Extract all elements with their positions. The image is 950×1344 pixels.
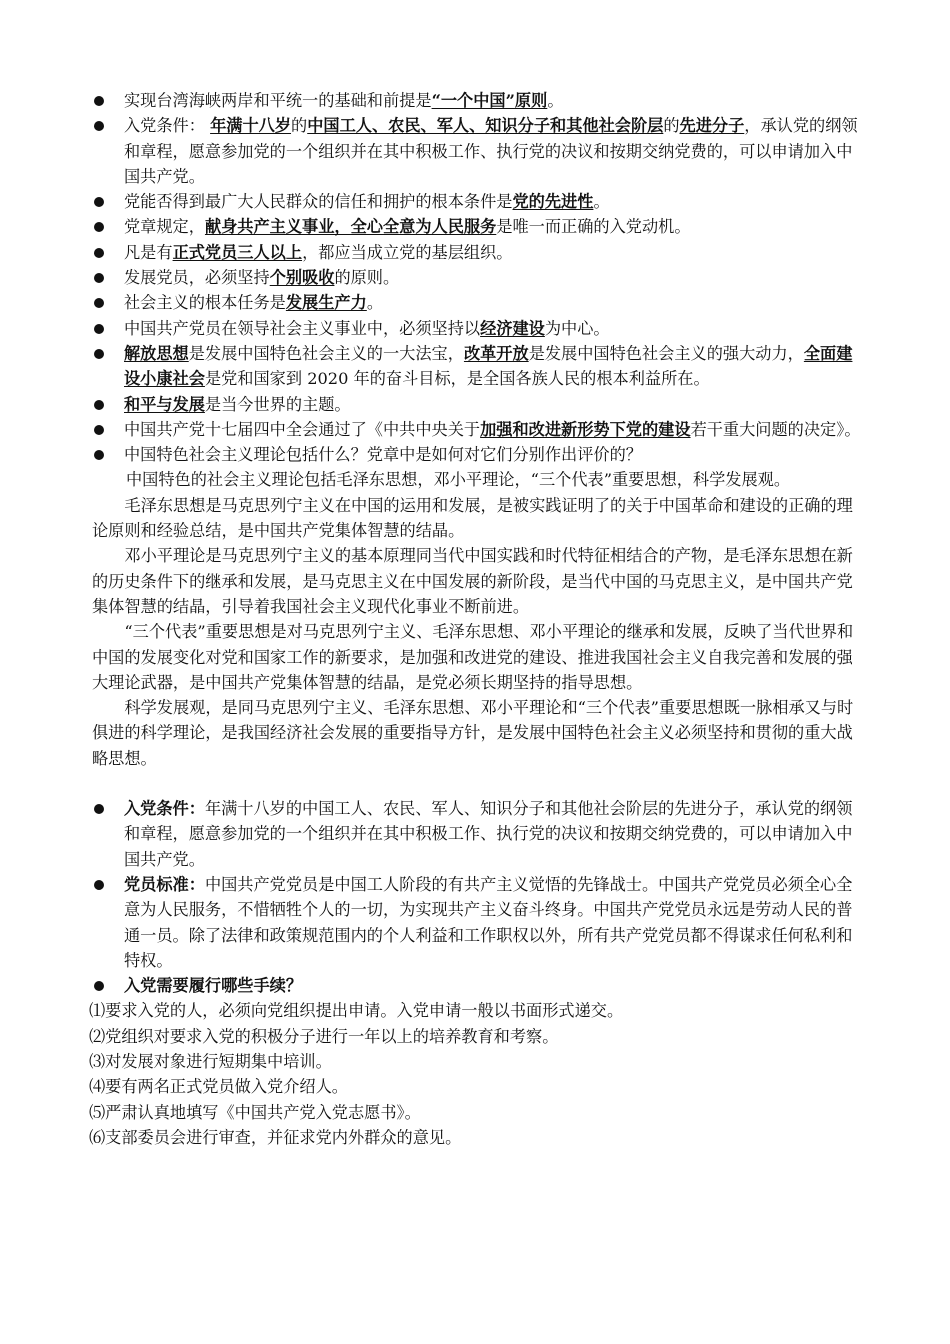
text-segment: 的 (291, 116, 308, 136)
text-segment: 中国特色社会主义理论包括什么？党章中是如何对它们分别作出评价的？ (124, 445, 642, 465)
bullet-item (92, 442, 862, 467)
theory-section (92, 467, 862, 771)
procedure-step: ⑶对发展对象进行短期集中培训。 (89, 1051, 332, 1071)
document-page (89, 88, 862, 1150)
bullet-item (92, 392, 862, 417)
bullet-dot-icon (94, 96, 104, 106)
key-term: 正式党员三人以上 (172, 242, 303, 262)
text-segment: 中国共产党员在领导社会主义事业中，必须坚持以 (124, 318, 481, 338)
bullet-dot-icon (94, 273, 104, 283)
key-term: 解放思想 (124, 343, 189, 363)
bullet-dot-icon (94, 804, 104, 814)
bold-label: 党员标准： (124, 874, 205, 894)
theory-paragraph: “三个代表”重要思想是对马克思列宁主义、毛泽东思想、邓小平理论的继承和发展，反映了当代世界和中国的发展变化对党和国家工作的新要求，是加强和改进党的建设、推进我国社会主义自我完善和发展的强大理论武器，是中国共产党集体智慧的结晶，是党必须长期坚持的指导思想。 (92, 622, 854, 692)
key-points-list (92, 88, 862, 467)
procedure-step: ⑷要有两名正式党员做入党介绍人。 (89, 1077, 348, 1097)
text-segment: 发展党员，必须坚持 (124, 268, 270, 288)
procedure-step: ⑸严肃认真地填写《中国共产党入党志愿书》。 (89, 1102, 421, 1122)
key-term: 个别吸收 (269, 268, 335, 288)
bold-label: 入党需要履行哪些手续？ (124, 976, 303, 996)
text-segment: 是发展中国特色社会主义的一大法宝， (188, 343, 464, 363)
procedure-steps (89, 998, 862, 1150)
text-segment: 中国共产党十七届四中全会通过了《中共中央关于 (124, 419, 481, 439)
bullet-item (92, 290, 862, 315)
bullet-dot-icon (94, 880, 104, 890)
section-gap (92, 771, 862, 796)
procedure-step: ⑵党组织对要求入党的积极分子进行一年以上的培养教育和考察。 (89, 1026, 559, 1046)
procedure-step: ⑹支部委员会进行审查，并征求党内外群众的意见。 (89, 1127, 462, 1147)
bullet-item (92, 417, 862, 442)
bullet-dot-icon (94, 121, 104, 131)
bullet-item (92, 189, 862, 214)
key-term: 献身共产主义事业，全心全意为人民服务 (204, 217, 497, 237)
bullet-dot-icon (94, 298, 104, 308)
membership-list (92, 796, 862, 998)
bold-label: 入党条件： (124, 799, 205, 819)
theory-paragraph: 邓小平理论是马克思列宁主义的基本原理同当代中国实践和时代特征相结合的产物，是毛泽东思想在新的历史条件下的继承和发展，是马克思主义在中国发展的新阶段，是当代中国的马克思主义，是中国共产党集体智慧的结晶，引导着我国社会主义现代化事业不断前进。 (92, 546, 853, 616)
bullet-dot-icon (94, 425, 104, 435)
key-term: 全面建设小康社会 (124, 343, 853, 389)
text-segment: 为中心。 (544, 318, 610, 338)
bullet-item (92, 214, 862, 239)
theory-paragraph: 科学发展观，是同马克思列宁主义、毛泽东思想、邓小平理论和“三个代表”重要思想既一脉相承又与时俱进的科学理论，是我国经济社会发展的重要指导方针，是发展中国特色社会主义必须坚持和贯彻的重大战略思想。 (92, 698, 854, 768)
text-segment: 入党条件： (124, 116, 211, 136)
bullet-item (92, 265, 862, 290)
text-segment: 凡是有 (124, 242, 173, 262)
key-term: 年满十八岁 (210, 116, 292, 136)
text-segment: 。 (593, 192, 610, 212)
text-segment: 若干重大问题的决定》。 (690, 419, 861, 439)
key-term: 改革开放 (463, 343, 529, 363)
text-segment: 是发展中国特色社会主义的强大动力， (528, 343, 804, 363)
text-segment: 的 (663, 116, 680, 136)
bullet-dot-icon (94, 450, 104, 460)
text-segment: 党能否得到最广大人民群众的信任和拥护的根本条件是 (124, 192, 513, 212)
key-term: 发展生产力 (285, 293, 367, 313)
bullet-dot-icon (94, 248, 104, 258)
bullet-item (92, 973, 862, 998)
bullet-dot-icon (94, 222, 104, 232)
bullet-dot-icon (94, 400, 104, 410)
bullet-item (92, 341, 862, 392)
text-segment: 党章规定， (124, 217, 205, 237)
key-term: 经济建设 (480, 318, 545, 338)
theory-paragraph: 中国特色的社会主义理论包括毛泽东思想，邓小平理论，“三个代表”重要思想，科学发展观。 (126, 470, 791, 490)
bullet-item (92, 316, 862, 341)
text-segment: ，都应当成立党的基层组织。 (302, 242, 513, 262)
bullet-dot-icon (94, 197, 104, 207)
key-term: 和平与发展 (124, 394, 205, 414)
bullet-item (92, 113, 862, 189)
key-term: 加强和改进新形势下党的建设 (480, 419, 691, 439)
key-term: 先进分子 (679, 116, 745, 136)
text-segment: 是当今世界的主题。 (204, 394, 351, 414)
bullet-dot-icon (94, 981, 104, 991)
bullet-item (92, 88, 862, 113)
bullet-dot-icon (94, 349, 104, 359)
text-segment: 社会主义的根本任务是 (124, 293, 286, 313)
text-segment: 。 (547, 91, 564, 110)
bullet-item (92, 796, 862, 872)
text-segment: 实现台湾海峡两岸和平统一的基础和前提是 (124, 91, 432, 110)
text-segment: 中国共产党党员是中国工人阶段的有共产主义觉悟的先锋战士。中国共产党党员必须全心全意为人民服务，不惜牺牲个人的一切，为实现共产主义奋斗终身。中国共产党党员永远是劳动人民的普通一员。除了法律和政策规范围内的个人利益和工作职权以外，所有共产党党员都不得谋求任何私利和特权。 (124, 874, 853, 970)
bullet-item (92, 872, 862, 973)
text-segment: ，承认党的纲领和章程，愿意参加党的一个组织并在其中积极工作、执行党的决议和按期交纳党费的，可以申请加入中国共产党。 (124, 116, 858, 186)
text-segment: 是唯一而正确的入党动机。 (496, 217, 691, 237)
bullet-item (92, 240, 862, 265)
key-term: 中国工人、农民、军人、知识分子和其他社会阶层 (307, 116, 664, 136)
key-term: 党的先进性 (512, 192, 594, 212)
procedure-step: ⑴要求入党的人，必须向党组织提出申请。入党申请一般以书面形式递交。 (89, 1001, 624, 1021)
text-segment: 年满十八岁的中国工人、农民、军人、知识分子和其他社会阶层的先进分子，承认党的纲领和章程，愿意参加党的一个组织并在其中积极工作、执行党的决议和按期交纳党费的，可以申请加入中国共产党。 (124, 799, 853, 869)
key-term: “一个中国”原则 (431, 91, 548, 110)
bullet-dot-icon (94, 324, 104, 334)
text-segment: 的原则。 (334, 268, 400, 288)
theory-paragraph: 毛泽东思想是马克思列宁主义在中国的运用和发展，是被实践证明了的关于中国革命和建设的正确的理论原则和经验总结，是中国共产党集体智慧的结晶。 (92, 495, 853, 541)
text-segment: 是党和国家到 2020 年的奋斗目标，是全国各族人民的根本利益所在。 (204, 369, 710, 389)
text-segment: 。 (366, 293, 383, 313)
